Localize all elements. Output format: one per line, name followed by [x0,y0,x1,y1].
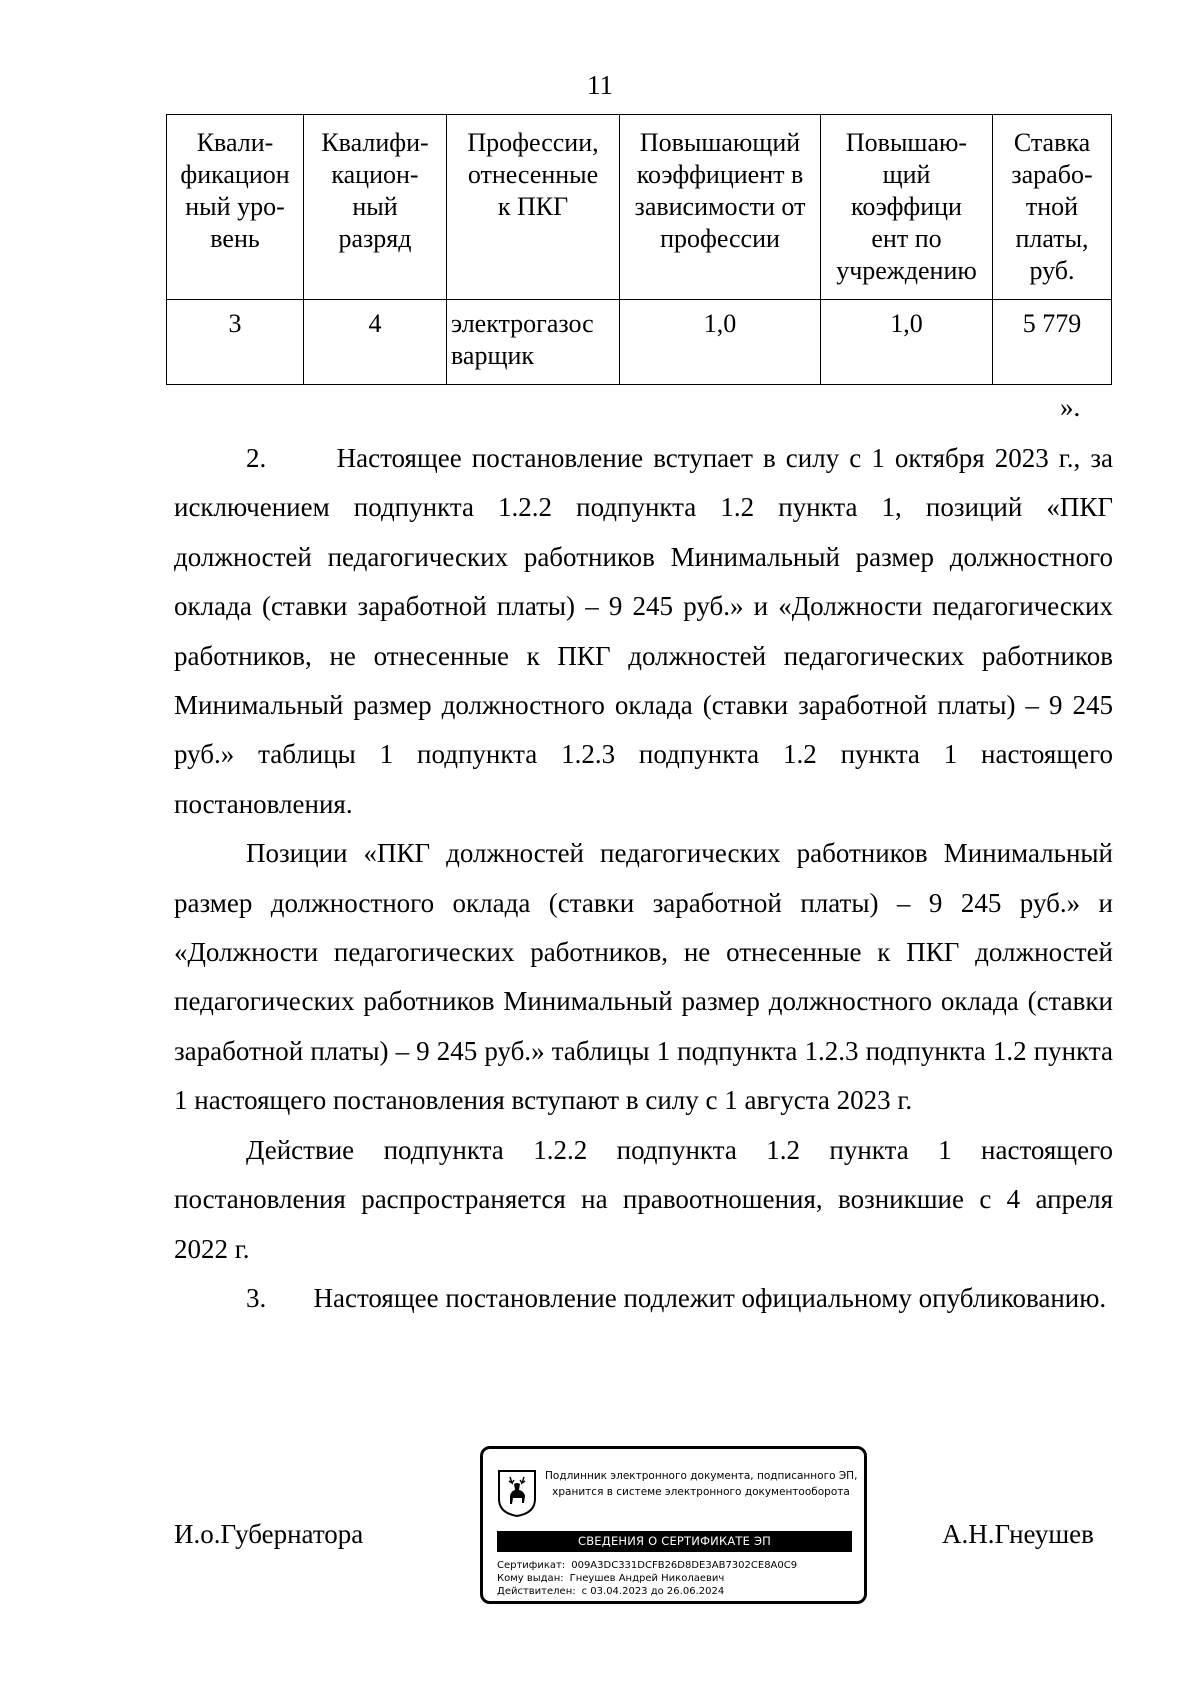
e-signature-stamp [480,1446,867,1604]
paragraph-publication: 3. Настоящее постановление подлежит официальному опубликованию. [246,1282,1107,1313]
signatory-position: И.о.Губернатора [174,1519,364,1549]
certificate-label: Сертификат: [497,1560,566,1571]
table-row [167,300,1112,385]
cell-level: 3 [167,300,304,385]
header-coef-profession: Повышающий коэффициент в зависимости от профессии [620,115,821,300]
paragraph-effective-date: 2. Настоящее постановление вступает в силу с 1 октября 2023 г., за исключением подпункта 1.2.2 подпункта 1.2 пункта 1, позиций «ПКГ должностей педагогических работников Минимальный размер должностного оклада (ставки заработной платы) – 9 245 руб.» и «Должности педагогических работников, не отнесенные к ПКГ должностей педагогических работников Минимальный размер должностного оклада (ставки заработной платы) – 9 245 руб.» таблицы 1 подпункта 1.2.3 подпункта 1.2 пункта 1 настоящего постановления. [174,443,1113,819]
valid-label: Действителен: [497,1586,576,1597]
closing-quote: ». [1060,392,1081,422]
cell-rate: 5 779 [993,300,1112,385]
valid-value: с 03.04.2023 до 26.06.2024 [581,1586,725,1597]
header-professions: Профессии, отнесенные к ПКГ [447,115,620,300]
stamp-certificate-row [497,1559,797,1572]
page-number: 11 [587,70,613,100]
stamp-line-1: Подлинник электронного документа, подписанного ЭП, [545,1470,858,1482]
signatory-name: А.Н.Гнеушев [942,1519,1094,1549]
stamp-issued-row [497,1572,724,1585]
cell-grade: 4 [304,300,447,385]
header-coef-institution: Повышаю- щий коэффици ент по учреждению [821,115,993,300]
cell-profession: электрогазос варщик [447,300,620,385]
deer-emblem-icon [497,1469,537,1517]
stamp-line-2: хранится в системе электронного документооборота [552,1486,850,1498]
table-header-row [167,115,1112,300]
stamp-valid-row [497,1585,724,1598]
stamp-header: СВЕДЕНИЯ О СЕРТИФИКАТЕ ЭП [497,1531,852,1552]
issued-value: Гнеушев Андрей Николаевич [569,1573,725,1584]
cell-coef-profession: 1,0 [620,300,821,385]
paragraph-positions: Позиции «ПКГ должностей педагогических работников Минимальный размер должностного оклада (ставки заработной платы) – 9 245 руб.» и «Должности педагогических работников, не отнесенные к ПКГ должностей педагогических работников Минимальный размер должностного оклада (ставки заработной платы) – 9 245 руб.» таблицы 1 подпункта 1.2.3 подпункта 1.2 пункта 1 настоящего постановления вступают в силу с 1 августа 2023 г. [174,838,1113,1116]
paragraph-retroactive: Действие подпункта 1.2.2 подпункта 1.2 пункта 1 настоящего постановления распространяется на правоотношения, возникшие с 4 апреля 2022 г. [174,1134,1113,1264]
body-text [174,434,1113,1323]
salary-table [166,114,1112,385]
header-qualification-grade: Квалифи- кацион- ный разряд [304,115,447,300]
certificate-value: 009A3DC331DCFB26D8DE3AB7302CE8A0C9 [571,1560,798,1571]
issued-label: Кому выдан: [497,1573,564,1584]
header-qualification-level: Квали- фикацион ный уро- вень [167,115,304,300]
cell-coef-institution: 1,0 [821,300,993,385]
header-salary-rate: Ставка зарабо- тной платы, руб. [993,115,1112,300]
